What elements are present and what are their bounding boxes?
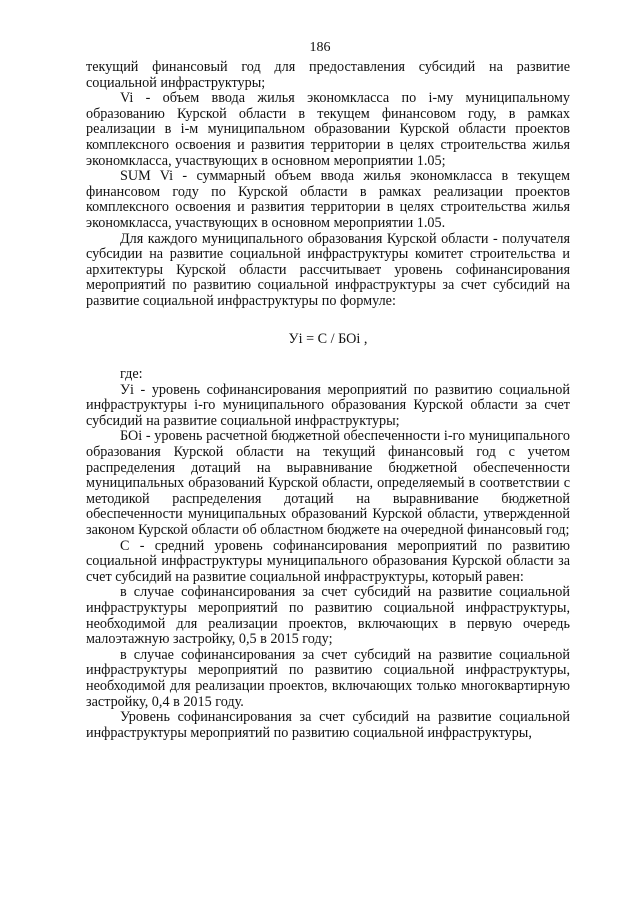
paragraph: Vi - объем ввода жилья экономкласса по i-му муниципальному образованию Курской области в текущем финансовом году, в рамках реализации в i-м муниципальном образовании Курской области проектов комплексного освоения и развития территории в целях строительства жилья экономкласса, участвующих в основном мероприятии 1.05; [86, 90, 570, 169]
paragraph: Для каждого муниципального образования Курской области - получателя субсидии на развитие социальной инфраструктуры комитет строительства и архитектуры Курской области рассчитывает уровень софинансирования мероприятий по развитию социальной инфраструктуры за счет субсидий на развитие социальной инфраструктуры по формуле: [86, 230, 570, 309]
paragraph: БОi - уровень расчетной бюджетной обеспеченности i-го муниципального образования Курской области на текущий финансовый год с учетом распределения дотаций на выравнивание бюджетной обеспеченности муниципальных образований Курской области, определяемый в соответствии с методикой распределения дотаций на выравнивание бюджетной обеспеченности муниципальных образований Курской области, утвержденной законом Курской области об областном бюджете на очередной финансовый год; [86, 428, 570, 539]
paragraph: где: [120, 366, 143, 383]
document-body [86, 60, 570, 741]
paragraph: Уровень софинансирования за счет субсидий на развитие социальной инфраструктуры мероприятий по развитию социальной инфраструктуры, [86, 709, 570, 741]
paragraph: текущий финансовый год для предоставления субсидий на развитие социальной инфраструктуры; [86, 59, 570, 91]
formula: Уi = С / БОi , [288, 330, 368, 347]
paragraph: в случае софинансирования за счет субсидий на развитие социальной инфраструктуры мероприятий по развитию социальной инфраструктуры, необходимой для реализации проектов, включающих только многоквартирную застройку, 0,4 в 2015 году. [86, 646, 570, 710]
paragraph: Уi - уровень софинансирования мероприятий по развитию социальной инфраструктуры i-го муниципального образования Курской области за счет субсидий на развитие социальной инфраструктуры; [86, 381, 570, 429]
paragraph: С - средний уровень софинансирования мероприятий по развитию социальной инфраструктуры муниципального образования Курской области за счет субсидий на развитие социальной инфраструктуры, который равен: [86, 537, 570, 585]
paragraph: в случае софинансирования за счет субсидий на развитие социальной инфраструктуры мероприятий по развитию социальной инфраструктуры, необходимой для реализации проектов, включающих в первую очередь малоэтажную застройку, 0,5 в 2015 году; [86, 584, 570, 648]
page-number: 186 [309, 40, 331, 55]
paragraph: SUM Vi - суммарный объем ввода жилья экономкласса в текущем финансовом году по Курской области в рамках реализации проектов комплексного освоения и развития территории в целях строительства жилья экономкласса, участвующих в основном мероприятии 1.05. [86, 168, 570, 231]
